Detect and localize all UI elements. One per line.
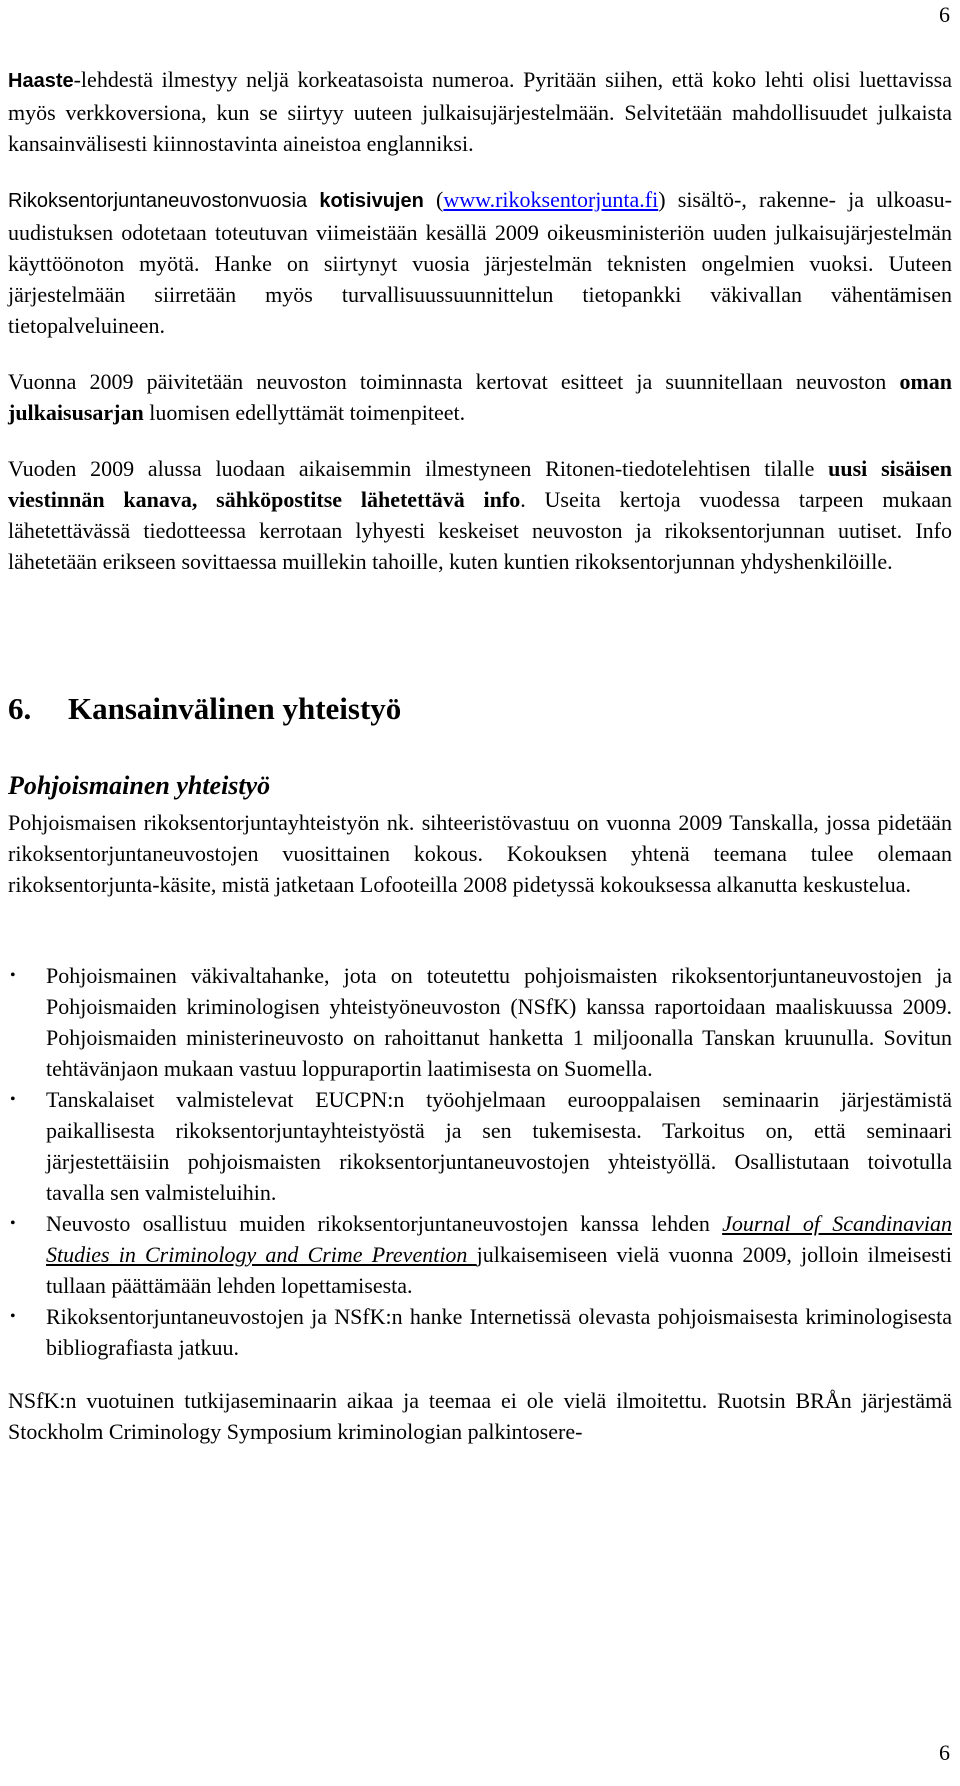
info-text: . Useita kertoja vuodessa tarpeen mukaan lähetettävässä tiedotteessa kerrotaan lyhyesti keskeiset neuvoston ja rikoksentorjunnan uutiset. Info lähetetään erikseen sovittaessa muillekin tahoille, kuten kuntien rikoksentorjunnan yhdyshenkilöille. xyxy=(8,487,952,574)
subsection-heading: Pohjoismainen yhteistyö xyxy=(8,771,271,800)
paragraph-julkaisusarja xyxy=(8,366,952,428)
bullet-icon: • xyxy=(10,1215,16,1232)
page-number-bottom: 6 xyxy=(939,1740,950,1765)
section-title: Kansainvälinen yhteistyö xyxy=(68,691,402,726)
list-item xyxy=(8,1301,952,1363)
paragraph-pohjoismainen: Pohjoismaisen rikoksentorjuntayhteistyön nk. sihteeristövastuu on vuonna 2009 Tanskalla, jossa pidetään rikoksentorjuntaneuvostojen vuosittainen kokous. Kokouksen yhtenä teemana tulee olemaan rikoksentorjunta-käsite, mistä jatketaan Lofooteilla 2008 pidetyssä kokouksessa alkanutta keskustelua. xyxy=(8,810,952,897)
haaste-title: Haaste xyxy=(8,70,74,92)
info-bold: uusi sisäisen viestinnän kanava, sähköpostitse lähetettävä info xyxy=(8,456,952,512)
page-number-top: 6 xyxy=(939,2,950,27)
bullet-icon: • xyxy=(10,1091,16,1108)
list-item-text: Neuvosto osallistuu muiden rikoksentorjuntaneuvostojen kanssa lehden xyxy=(46,1211,723,1236)
julkaisusarja-bold: oman julkaisusarjan xyxy=(8,369,952,425)
section-heading xyxy=(8,689,952,729)
kotisivut-bold: kotisivujen xyxy=(319,190,424,212)
julkaisusarja-text: luomisen edellyttämät toimenpiteet. xyxy=(143,400,466,425)
julkaisusarja-intro: Vuonna 2009 päivitetään neuvoston toiminnasta kertovat esitteet ja suunnitellaan neuvoston xyxy=(8,369,900,394)
kotisivut-open-paren: ( xyxy=(423,187,444,212)
section-number: 6. xyxy=(8,691,32,726)
list-item xyxy=(8,1084,952,1208)
list-item xyxy=(8,960,952,1084)
haaste-text: -lehdestä ilmestyy neljä korkeatasoista numeroa. Pyritään siihen, että koko lehti olisi luettavissa myös verkkoversiona, kun se siirtyy uuteen julkaisujärjestelmään. Selvitetään mahdollisuudet julkaista kansainvälisesti kiinnostavinta aineistoa englanniksi. xyxy=(8,67,952,156)
paragraph-kotisivut xyxy=(8,184,952,341)
bullet-icon: • xyxy=(10,1308,16,1325)
list-item xyxy=(8,1208,952,1301)
bullet-icon: • xyxy=(10,967,16,984)
journal-title: Journal of Scandinavian Studies in Criminology and Crime Prevention xyxy=(46,1211,952,1267)
website-link[interactable]: www.rikoksentorjunta.fi xyxy=(443,187,659,212)
document-body xyxy=(8,64,952,1447)
list-item-text-end: julkaisemiseen vielä vuonna 2009, jolloin ilmeisesti tullaan päättämään lehden lopettamisesta. xyxy=(46,1242,952,1298)
paragraph-info xyxy=(8,453,952,577)
list-item-text: Tanskalaiset valmistelevat EUCPN:n työohjelmaan eurooppalaisen seminaarin järjestämistä paikallisesta rikoksentorjuntayhteistyöstä ja sen tukemisesta. Tarkoitus on, että seminaari järjestettäisiin pohjoismaisten rikoksentorjuntaneuvostojen yhteistyöllä. Osallistutaan toivotulla tavalla sen valmisteluihin. xyxy=(46,1087,952,1205)
kotisivut-close-paren: ) xyxy=(658,187,666,212)
kotisivut-intro: Rikoksentorjuntaneuvostonvuosia xyxy=(8,190,320,212)
list-item-text: Pohjoismainen väkivaltahanke, jota on toteutettu pohjoismaisten rikoksentorjuntaneuvostojen ja Pohjoismaiden kriminologisen yhteistyöneuvoston (NSfK) kanssa raportoidaan maaliskuussa 2009. Pohjoismaiden ministerineuvosto on rahoittanut hanketta 1 miljoonalla Tanskan kruunulla. Sovitun tehtävänjaon mukaan vastuu loppuraportin laatimisesta on Suomella. xyxy=(46,963,952,1081)
list-item-text: Rikoksentorjuntaneuvostojen ja NSfK:n hanke Internetissä olevasta pohjoismaisesta kriminologisesta bibliografiasta jatkuu. xyxy=(46,1304,952,1360)
paragraph-haaste xyxy=(8,64,952,159)
info-intro: Vuoden 2009 alussa luodaan aikaisemmin ilmestyneen Ritonen-tiedotelehtisen tilalle xyxy=(8,456,829,481)
kotisivut-text: sisältö-, rakenne- ja ulkoasu-uudistuksen odotetaan toteutuvan viimeistään kesällä 2009 oikeusministeriön uuden julkaisujärjestelmän käyttöönoton myötä. Hanke on siirtynyt vuosia järjestelmän teknisten ongelmien vuoksi. Uuteen järjestelmään siirretään myös turvallisuussuunnittelun tietopankki väkivallan vähentämisen tietopalveluineen. xyxy=(8,187,953,338)
bullet-list xyxy=(8,960,952,1363)
paragraph-nsfk: NSfK:n vuotuinen tutkijaseminaarin aikaa ja teemaa ei ole vielä ilmoitettu. Ruotsin BRÅn järjestämä Stockholm Criminology Symposium kriminologian palkintosere- xyxy=(8,1388,952,1444)
